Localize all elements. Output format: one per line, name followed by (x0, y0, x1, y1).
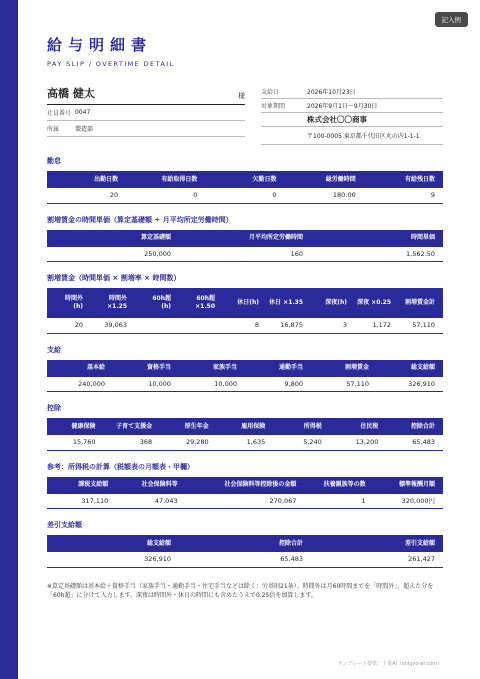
period-label: 対象期間 (261, 103, 286, 110)
payment-date-label: 支給日 (261, 89, 280, 96)
department-row (47, 121, 245, 137)
value-cell: 1,562.50 (311, 247, 443, 262)
header-cell: 有給残日数 (364, 171, 443, 188)
period-value: 2026年9月1日〜9月30日 (307, 103, 378, 110)
value-cell: 65,483 (179, 552, 311, 567)
header-cell: 出勤日数 (47, 171, 126, 188)
value-cell: 326,910 (47, 552, 179, 567)
header-cell: 有給取得日数 (126, 171, 205, 188)
table-header-row (47, 477, 443, 494)
attendance-table (47, 171, 443, 204)
header-cell: 休日(h) (223, 288, 267, 318)
attendance-title: 勤怠 (47, 157, 61, 165)
table-row (47, 247, 443, 262)
table-header-row (47, 535, 443, 552)
header-cell: 割増賃金 (311, 360, 377, 377)
net-pay-title: 差引支給額 (47, 521, 82, 529)
header-cell: 基本給 (47, 360, 113, 377)
payment-info (261, 85, 443, 145)
value-cell: 1,635 (217, 435, 274, 450)
value-cell: 13,200 (330, 435, 387, 450)
department-label: 所属 (47, 126, 60, 133)
header-cell: 控除合計 (179, 535, 311, 552)
period-row (261, 99, 443, 113)
header-cell: 社会保険料等 (116, 477, 185, 494)
hourly-rate-table (47, 230, 443, 263)
employee-name-row (47, 85, 245, 105)
header-cell: 深夜 ×0.25 (355, 288, 399, 318)
payslip-page (47, 34, 443, 600)
table-header-row (47, 418, 443, 435)
header-cell: 住民税 (330, 418, 387, 435)
payment-date-value: 2026年10月23日 (307, 89, 356, 96)
value-cell: 29,280 (160, 435, 217, 450)
net-pay-table (47, 535, 443, 568)
header-cell: 60h超 ×1.50 (179, 288, 223, 318)
value-cell: 20 (47, 318, 91, 333)
header-cell: 深夜(h) (311, 288, 355, 318)
header-cell: 休日 ×1.35 (267, 288, 311, 318)
header-cell: 課税支給額 (47, 477, 116, 494)
value-cell: 270,067 (186, 494, 305, 509)
value-cell: 180:00 (285, 188, 364, 203)
value-cell: 65,483 (386, 435, 443, 450)
header-cell: 60h超 (h) (135, 288, 179, 318)
template-credit: テンプレート提供：士業AI（shigyo-ai.com） (337, 661, 442, 667)
header-cell: 差引支給額 (311, 535, 443, 552)
employee-id-row (47, 105, 245, 121)
value-cell: 16,875 (267, 318, 311, 333)
header-cell: 時間外 (h) (47, 288, 91, 318)
department-value: 製造部 (75, 126, 94, 133)
header-cell: 月平均所定労働時間 (179, 230, 311, 247)
employee-info (47, 85, 245, 145)
table-header-row (47, 360, 443, 377)
value-cell (179, 318, 223, 333)
hourly-rate-title: 割増賃金の時間単価（算定基礎額 ÷ 月平均所定労働時間） (47, 215, 233, 224)
company-address: 〒100-0005 東京都千代田区丸の内1-1-1 (261, 127, 443, 145)
value-cell: 261,427 (311, 552, 443, 567)
tax-calc-title: 参考：所得税の計算（税額表の月額表・甲欄） (47, 462, 194, 471)
value-cell: 1,172 (355, 318, 399, 333)
example-badge: 記入例 (435, 12, 469, 27)
table-header-row (47, 171, 443, 188)
header-cell: 総支給額 (47, 535, 179, 552)
header-cell: 厚生年金 (160, 418, 217, 435)
value-cell: 368 (104, 435, 161, 450)
value-cell: 3 (311, 318, 355, 333)
value-cell: 10,000 (113, 377, 179, 392)
value-cell: 8 (223, 318, 267, 333)
table-header-row (47, 288, 443, 318)
value-cell: 39,063 (91, 318, 135, 333)
header-cell: 控除合計 (386, 418, 443, 435)
header-cell: 総労働時間 (285, 171, 364, 188)
company-name: 株式会社〇〇商事 (307, 115, 367, 124)
value-cell: 9 (364, 188, 443, 203)
deduction-title: 控除 (47, 404, 61, 412)
deduction-table (47, 418, 443, 451)
table-row (47, 435, 443, 450)
value-cell: 320,000円 (374, 494, 443, 509)
header-cell: 通勤手当 (245, 360, 311, 377)
table-row (47, 377, 443, 392)
header-cell: 欠勤日数 (205, 171, 284, 188)
premium-table (47, 288, 443, 334)
header-cell: 割増賃金計 (399, 288, 443, 318)
page-subtitle: PAY SLIP / OVERTIME DETAIL (47, 60, 175, 68)
pay-table (47, 360, 443, 393)
header-cell: 時間単価 (311, 230, 443, 247)
value-cell: 1 (304, 494, 373, 509)
value-cell: 47,043 (116, 494, 185, 509)
footnote: ※算定基礎額は基本給＋資格手当（家族手当・通勤手当・住宅手当などは除く：労基則21条）。時間外は月60時間までを「時間外」、超えた分を「60h超」に分けて入力します。深夜は時間外・休日の時間にも含めたうえで0.25倍を加算します。 (47, 582, 434, 599)
tax-calc-table (47, 477, 443, 510)
value-cell: 15,760 (47, 435, 104, 450)
header-cell: 資格手当 (113, 360, 179, 377)
payment-date-row (261, 85, 443, 99)
value-cell: 5,240 (273, 435, 330, 450)
pay-title: 支給 (47, 345, 61, 354)
company-row (261, 113, 443, 127)
value-cell: 57,110 (399, 318, 443, 333)
honorific: 様 (238, 92, 245, 100)
value-cell: 10,000 (179, 377, 245, 392)
info-block (47, 85, 443, 145)
premium-title: 割増賃金（時間単価 × 割増率 × 時間数） (47, 274, 181, 282)
header-cell: 扶養親族等の数 (304, 477, 373, 494)
header-cell: 家族手当 (179, 360, 245, 377)
header-cell: 社会保険料等控除後の金額 (186, 477, 305, 494)
header-cell: 標準報酬月額 (374, 477, 443, 494)
header-cell: 健康保険 (47, 418, 104, 435)
header-cell: 所得税 (273, 418, 330, 435)
employee-id-value: 0047 (75, 109, 91, 116)
left-accent-bar (0, 0, 18, 679)
table-row (47, 318, 443, 333)
employee-name: 高橋 健太 (47, 87, 95, 100)
table-row (47, 494, 443, 509)
value-cell: 9,800 (245, 377, 311, 392)
page-title: 給与明細書 (47, 36, 153, 54)
table-header-row (47, 230, 443, 247)
table-row (47, 552, 443, 567)
header-cell: 時間外 ×1.25 (91, 288, 135, 318)
value-cell: 20 (47, 188, 126, 203)
header-cell: 雇用保険 (217, 418, 274, 435)
header-cell: 総支給額 (377, 360, 443, 377)
value-cell: 326,910 (377, 377, 443, 392)
table-row (47, 188, 443, 203)
value-cell: 57,110 (311, 377, 377, 392)
value-cell (135, 318, 179, 333)
employee-id-label: 社員番号 (47, 110, 72, 117)
value-cell: 0 (205, 188, 284, 203)
value-cell: 240,000 (47, 377, 113, 392)
header-cell: 算定基礎額 (47, 230, 179, 247)
value-cell: 0 (126, 188, 205, 203)
value-cell: 317,110 (47, 494, 116, 509)
value-cell: 250,000 (47, 247, 179, 262)
value-cell: 160 (179, 247, 311, 262)
header-cell: 子育て支援金 (104, 418, 161, 435)
